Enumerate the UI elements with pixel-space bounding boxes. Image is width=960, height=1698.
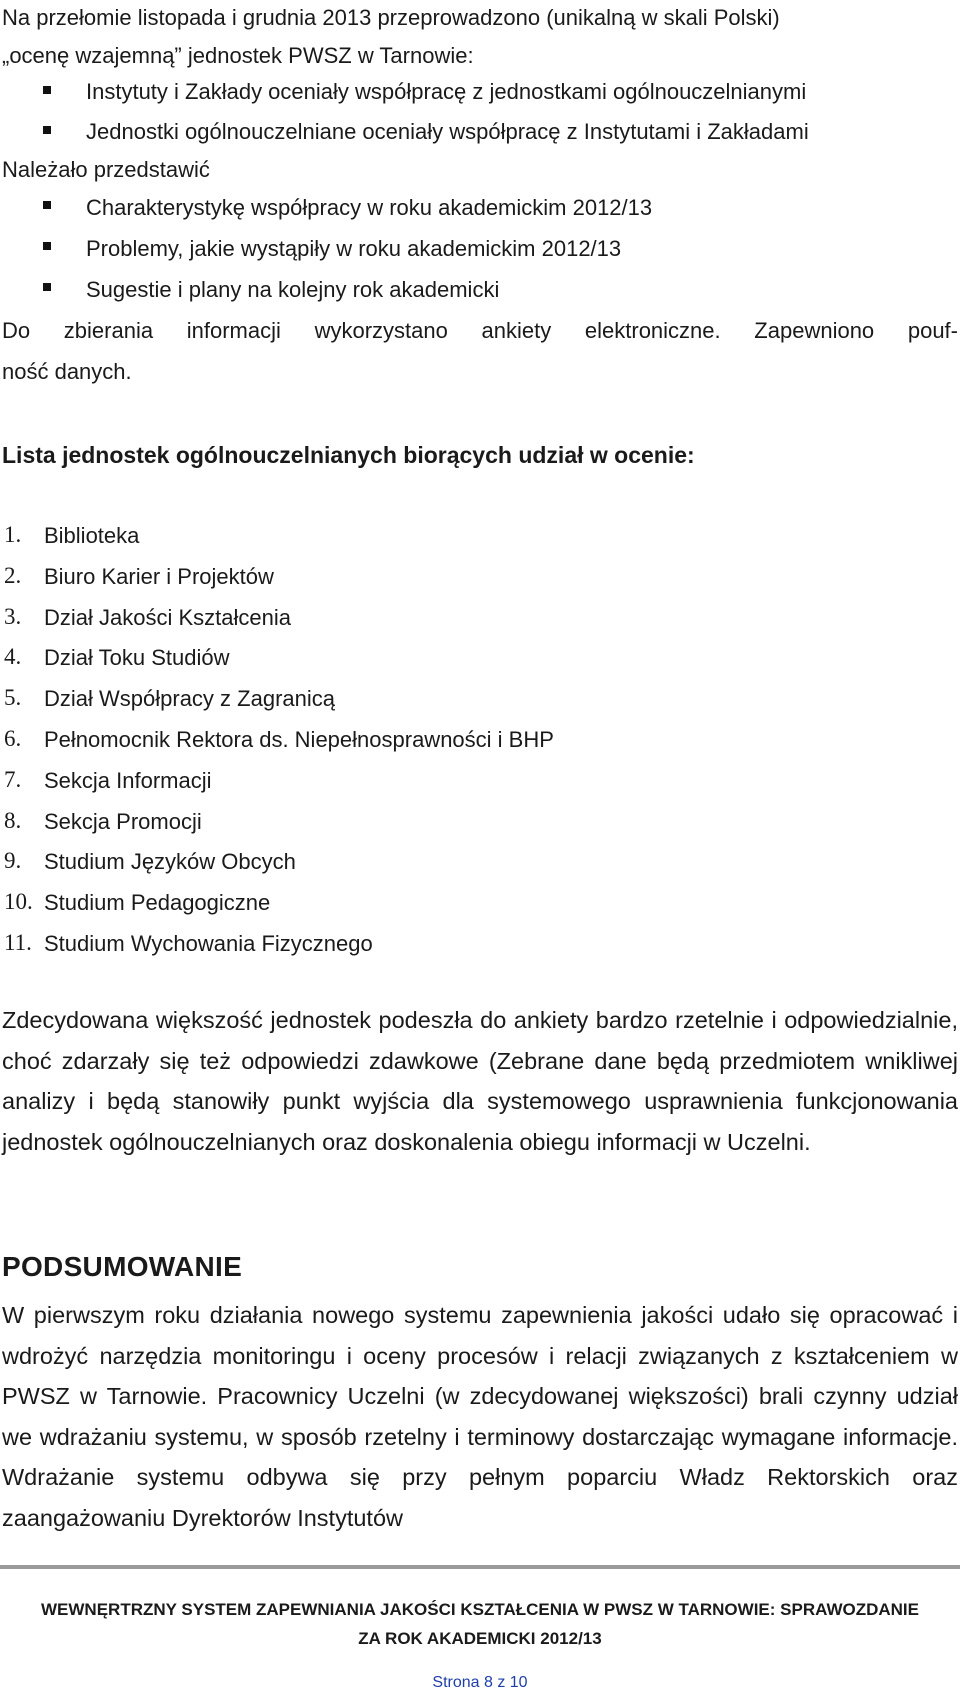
list-item-number: 5.: [4, 685, 22, 710]
list-item: Dział Toku Studiów: [44, 645, 230, 670]
list-item-number: 11.: [4, 930, 32, 955]
list-item-number: 4.: [4, 644, 22, 669]
intro-line-2: „ocenę wzajemną” jednostek PWSZ w Tarnowie:: [2, 43, 474, 68]
list-item-number: 7.: [4, 767, 22, 792]
list-item: Dział Współpracy z Zagranicą: [44, 686, 335, 711]
list-item-number: 10.: [4, 889, 33, 914]
list-item-number: 3.: [4, 604, 22, 629]
intro-line-3: Należało przedstawić: [2, 157, 210, 182]
summary-heading: PODSUMOWANIE: [2, 1251, 243, 1282]
bullet-item: Instytuty i Zakłady oceniały współpracę z jednostkami ogólnouczelnianymi: [86, 79, 807, 104]
bullet-item: Sugestie i plany na kolejny rok akademicki: [86, 277, 500, 302]
list-item: Studium Języków Obcych: [44, 849, 296, 874]
bullet-square-icon: [43, 126, 51, 134]
bullet-item: Jednostki ogólnouczelniane oceniały współpracę z Instytutami i Zakładami: [86, 119, 809, 144]
intro-line-5: ność danych.: [2, 359, 132, 384]
footer-title-line-1: WEWNĘRTRZNY SYSTEM ZAPEWNIANIA JAKOŚCI KSZTAŁCENIA W PWSZ W TARNOWIE: SPRAWOZDANIE: [41, 1600, 919, 1619]
list-item: Sekcja Informacji: [44, 768, 212, 793]
list-item: Studium Wychowania Fizycznego: [44, 931, 373, 956]
footer-title-line-2: ZA ROK AKADEMICKI 2012/13: [358, 1629, 602, 1648]
units-heading: Lista jednostek ogólnouczelnianych biorących udział w ocenie:: [2, 442, 695, 468]
list-item-number: 8.: [4, 808, 22, 833]
bullet-square-icon: [43, 242, 51, 250]
bullet-item: Charakterystykę współpracy w roku akademickim 2012/13: [86, 195, 653, 220]
paragraph-assessment: [2, 1000, 958, 1205]
list-item: Studium Pedagogiczne: [44, 890, 271, 915]
paragraph-summary: [2, 1295, 958, 1545]
list-item-number: 9.: [4, 848, 22, 873]
list-item: Dział Jakości Kształcenia: [44, 605, 291, 630]
bullet-square-icon: [43, 201, 51, 209]
paragraph-text: Zdecydowana większość jednostek podeszła do ankiety bardzo rzetelnie i odpowiedzialnie, choć zdarzały się też odpowiedzi zdawkowe (Zebrane dane będą przedmiotem wnikliwej analizy i będą stanowiły punkt wyjścia dla systemowego usprawnienia funkcjonowania jednostek ogólnouczelnianych oraz doskonalenia obiegu informacji w Uczelni.: [2, 1007, 958, 1155]
list-item: Sekcja Promocji: [44, 809, 202, 834]
list-item-number: 6.: [4, 726, 22, 751]
bullet-item: Problemy, jakie wystąpiły w roku akademickim 2012/13: [86, 236, 622, 261]
list-item: Pełnomocnik Rektora ds. Niepełnosprawności i BHP: [44, 727, 554, 752]
list-item: Biblioteka: [44, 523, 140, 548]
intro-line-1: Na przełomie listopada i grudnia 2013 przeprowadzono (unikalną w skali Polski): [2, 5, 780, 30]
list-item-number: 2.: [4, 563, 22, 588]
intro-line-4: Do zbierania informacji wykorzystano ankiety elektroniczne. Zapewniono pouf-: [2, 318, 958, 343]
bullet-square-icon: [43, 86, 51, 94]
page-number: Strona 8 z 10: [432, 1674, 528, 1691]
list-item: Biuro Karier i Projektów: [44, 564, 274, 589]
footer-divider: [0, 1565, 960, 1569]
paragraph-text: W pierwszym roku działania nowego systemu zapewnienia jakości udało się opracować i wdrożyć narzędzia monitoringu i oceny procesów i relacji związanych z kształceniem w PWSZ w Tarnowie. Pracownicy Uczelni (w zdecydowanej większości) brali czynny udział we wdrażaniu systemu, w sposób rzetelny i terminowy dostarczając wymagane informacje. Wdrażanie systemu odbywa się przy pełnym poparciu Władz Rektorskich oraz zaangażowaniu Dyrektorów Instytutów: [2, 1302, 958, 1531]
list-item-number: 1.: [4, 522, 22, 547]
bullet-square-icon: [43, 283, 51, 291]
